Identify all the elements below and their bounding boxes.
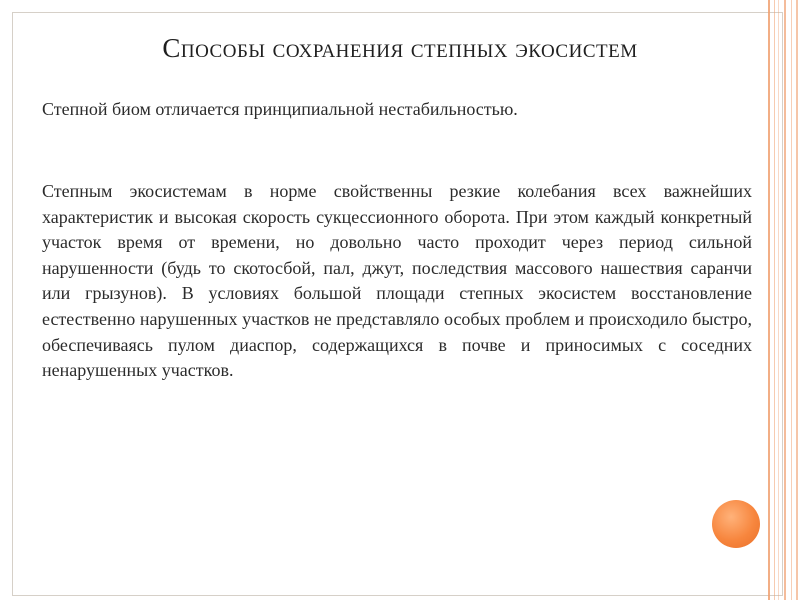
stripe-line [774, 0, 775, 600]
decorative-stripes [764, 0, 800, 600]
intro-paragraph: Степной биом отличается принципиальной нестабильностью. [42, 99, 518, 119]
orange-circle-icon [712, 500, 760, 548]
stripe-line [784, 0, 786, 600]
stripe-line [768, 0, 770, 600]
stripe-line [791, 0, 792, 600]
stripe-line [796, 0, 798, 600]
body-paragraph: Степным экосистемам в норме свойственны резкие колебания всех важнейших характеристик и высокая скорость сукцессионного оборота. При этом каждый конкретный участок время от времени, но довольно часто проходит через период сильной нарушенности (будь то скотосбой, пал, джут, последствия массового нашествия саранчи или грызунов). В условиях большой площади степных экосистем восстановление естественно нарушенных участков не представляло особых проблем и происходило быстро, обеспечиваясь пулом диаспор, содержащихся в почве и приносимых с соседних ненарушенных участков. [42, 181, 752, 381]
slide-title: Способы сохранения степных экосистем [162, 33, 638, 63]
stripe-line [778, 0, 779, 600]
